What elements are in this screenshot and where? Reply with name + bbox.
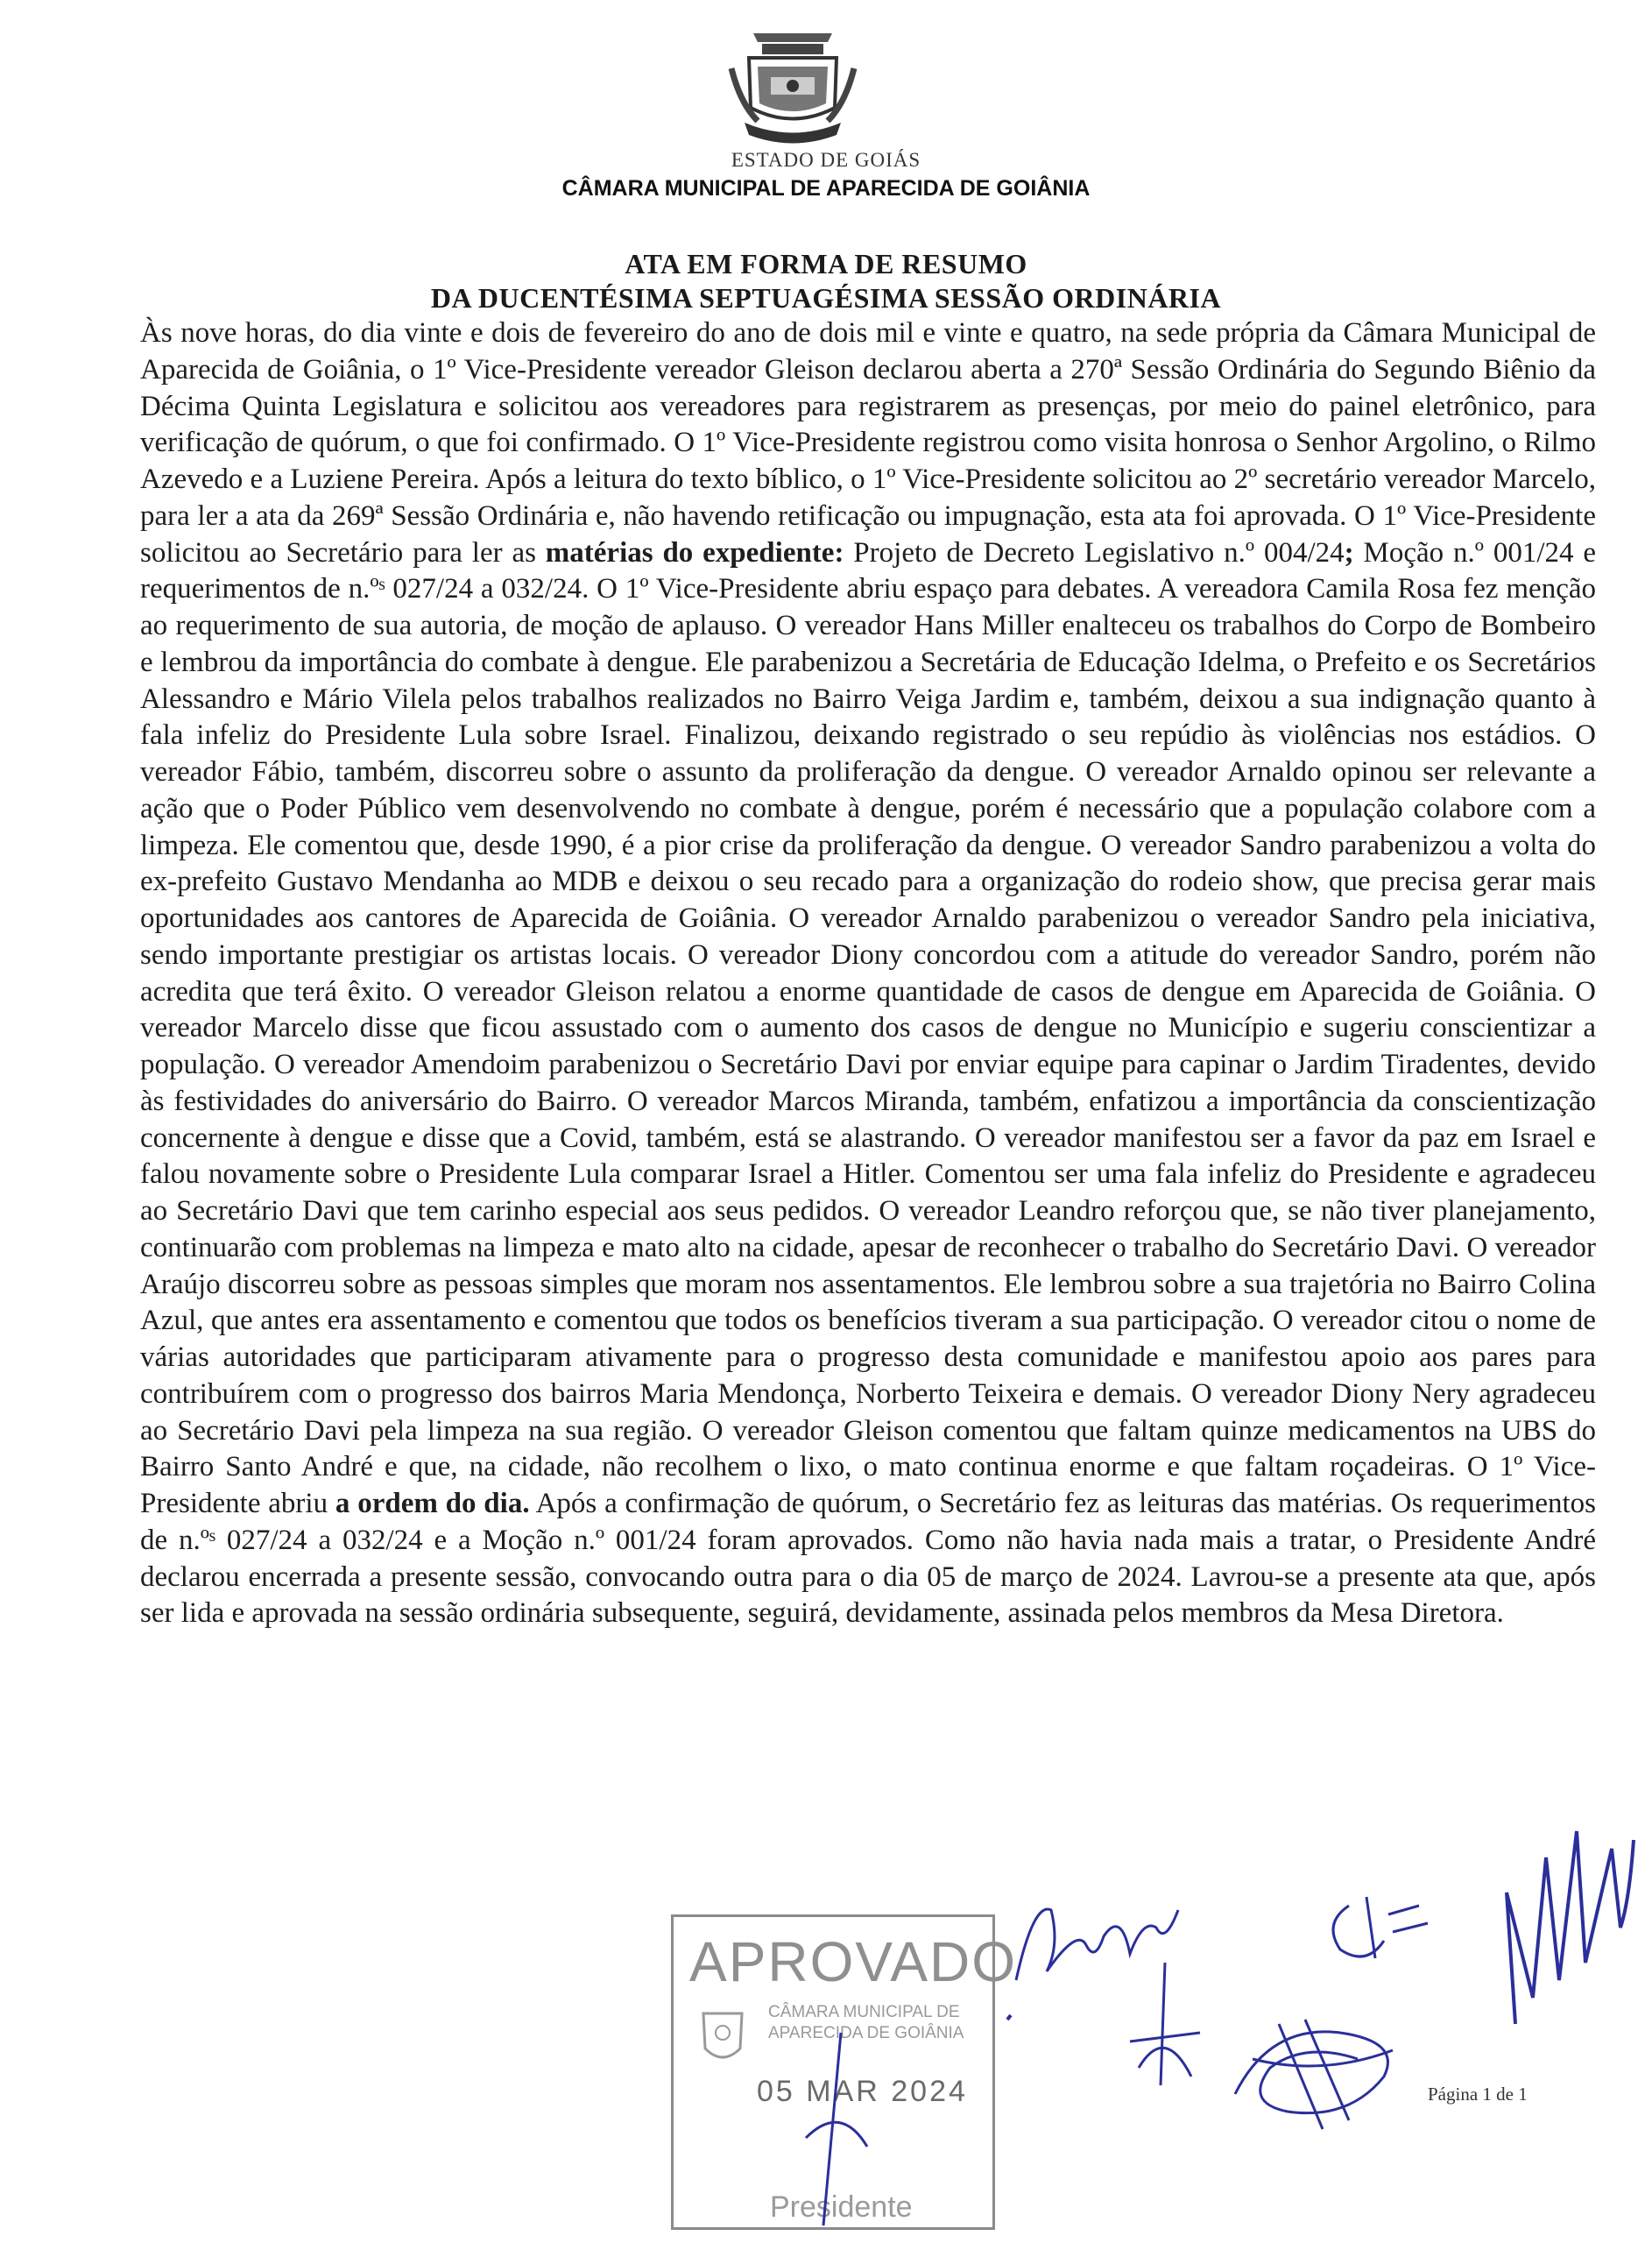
stamp-chamber-line: CÂMARA MUNICIPAL DE [768,2003,960,2021]
signature-2 [1112,1954,1218,2094]
body-segment: Projeto de Decreto Legislativo n.º 004/24 [844,536,1345,569]
chamber-name: CÂMARA MUNICIPAL DE APARECIDA DE GOIÂNIA [561,176,1091,201]
document-title: ATA EM FORMA DE RESUMO [625,248,1027,279]
minutes-body [140,315,1596,1632]
body-bold-segment: ; [1344,536,1354,569]
signature-6 [788,2015,885,2234]
page-number: Página 1 de 1 [1428,2084,1528,2105]
stamp-emblem-icon [696,2005,749,2075]
stamp-approved-text: APROVADO [689,1930,1017,1993]
stamp-city-line: APARECIDA DE GOIÂNIA [768,2024,964,2042]
body-bold-segment: a ordem do dia. [335,1488,530,1519]
municipal-crest-icon [723,25,863,147]
signature-4 [1480,1822,1638,2041]
body-bold-segment: matérias do expediente: [545,536,844,569]
stamp-role: Presidente [770,2190,913,2224]
body-segment: Às nove horas, do dia vinte e dois de fevereiro do ano de dois mil e vinte e quatro, na sede própria da Câmara Municipal de Aparecida de Goiânia, o 1º Vice-Presidente vereador Gleison declarou aberta a 270ª Sessão Ordinária do Segundo Biênio da Décima Quinta Legislatura e solicitou aos vereadores para registrarem as presenças, por meio do painel eletrônico, para verificação de quórum, o que foi confirmado. O 1º Vice-Presidente registrou como visita honrosa o Senhor Argolino, o Rilmo Azevedo e a Luziene Pereira. Após a leitura do texto bíblico, o 1º Vice-Presidente solicitou ao 2º secretário vereador Marcelo, para ler a ata da 269ª Sessão Ordinária e, não havendo retificação ou impugnação, esta ata foi aprovada. O 1º Vice-Presidente solicitou ao Secretário para ler as [140,317,1596,569]
stamp-date: 05 MAR 2024 [757,2075,968,2108]
signature-3 [1314,1879,1437,1976]
document-subtitle: DA DUCENTÉSIMA SEPTUAGÉSIMA SESSÃO ORDINÁRIA [430,282,1222,314]
body-segment: Moção n.º 001/24 e requerimentos de n.ºˢ 027/24 a 032/24. O 1º Vice-Presidente abriu espaço para debates. A vereadora Camila Rosa fez menção ao requerimento de sua autoria, de moção de aplauso. O vereador Hans Miller enalteceu os trabalhos do Corpo de Bombeiro e lembrou da importância do combate à dengue. Ele parabenizou a Secretária de Educação Idelma, o Prefeito e os Secretários Alessandro e Mário Vilela pelos trabalhos realizados no Bairro Veiga Jardim e, também, deixou a sua indignação quanto à fala infeliz do Presidente Lula sobre Israel. Finalizou, deixando registrado o seu repúdio às violências nos estádios. O vereador Fábio, também, discorreu sobre o assunto da proliferação da dengue. O vereador Arnaldo opinou ser relevante a ação que o Poder Público vem desenvolvendo no combate à dengue, porém é necessário que a população colabore com a limpeza. Ele comentou que, desde 1990, é a pior crise da proliferação da dengue. O vereador Sandro parabenizou a volta do ex-prefeito Gustavo Mendanha ao MDB e deixou o seu recado para a organização do rodeio show, que precisa gerar mais oportunidades aos cantores de Aparecida de Goiânia. O vereador Arnaldo parabenizou o vereador Sandro pela iniciativa, sendo importante prestigiar os artistas locais. O vereador Diony concordou com a atitude do vereador Sandro, porém não acredita que terá êxito. O vereador Gleison relatou a enorme quantidade de casos de dengue em Aparecida de Goiânia. O vereador Marcelo disse que ficou assustado com o aumento dos casos de dengue no Município e sugeriu conscientizar a população. O vereador Amendoim parabenizou o Secretário Davi por enviar equipe para capinar o Jardim Tiradentes, devido às festividades do aniversário do Bairro. O vereador Marcos Miranda, também, enfatizou a importância da conscientização concernente à dengue e disse que a Covid, também, está se alastrando. O vereador manifestou ser a favor da paz em Israel e falou novamente sobre o Presidente Lula comparar Israel a Hitler. Comentou ser uma fala infeliz do Presidente e agradeceu ao Secretário Davi que tem carinho especial aos seus pedidos. O vereador Leandro reforçou que, se não tiver planejamento, continuarão com problemas na limpeza e mato alto na cidade, apesar de reconhecer o trabalho do Secretário Davi. O vereador Araújo discorreu sobre as pessoas simples que moram nos assentamentos. Ele lembrou sobre a sua trajetória no Bairro Colina Azul, que antes era assentamento e comentou que todos os benefícios tiveram a sua participação. O vereador citou o nome de várias autoridades que participaram ativamente para o progresso desta comunidade e manifestou apoio aos pares para contribuírem com o progresso dos bairros Maria Mendonça, Norberto Teixeira e demais. O vereador Diony Nery agradeceu ao Secretário Davi pela limpeza na sua região. O vereador Gleison comentou que faltam quinze medicamentos na UBS do Bairro Santo André e que, na cidade, não recolhem o lixo, o mato continua enorme e que faltam roçadeiras. O 1º Vice-Presidente abriu [140,536,1596,1519]
state-name: ESTADO DE GOIÁS [731,149,921,171]
signature-5 [1218,2006,1419,2138]
body-segment: Após a confirmação de quórum, o Secretário fez as leituras das matérias. Os requerimentos de n.ºˢ 027/24 a 032/24 e a Moção n.º 001/24 foram aprovados. Como não havia nada mais a tratar, o Presidente André declarou encerrada a presente sessão, convocando outra para o dia 05 de março de 2024. Lavrou-se a presente ata que, após ser lida e aprovada na sessão ordinária subsequente, seguirá, devidamente, assinada pelos membros da Mesa Diretora. [140,1488,1596,1630]
